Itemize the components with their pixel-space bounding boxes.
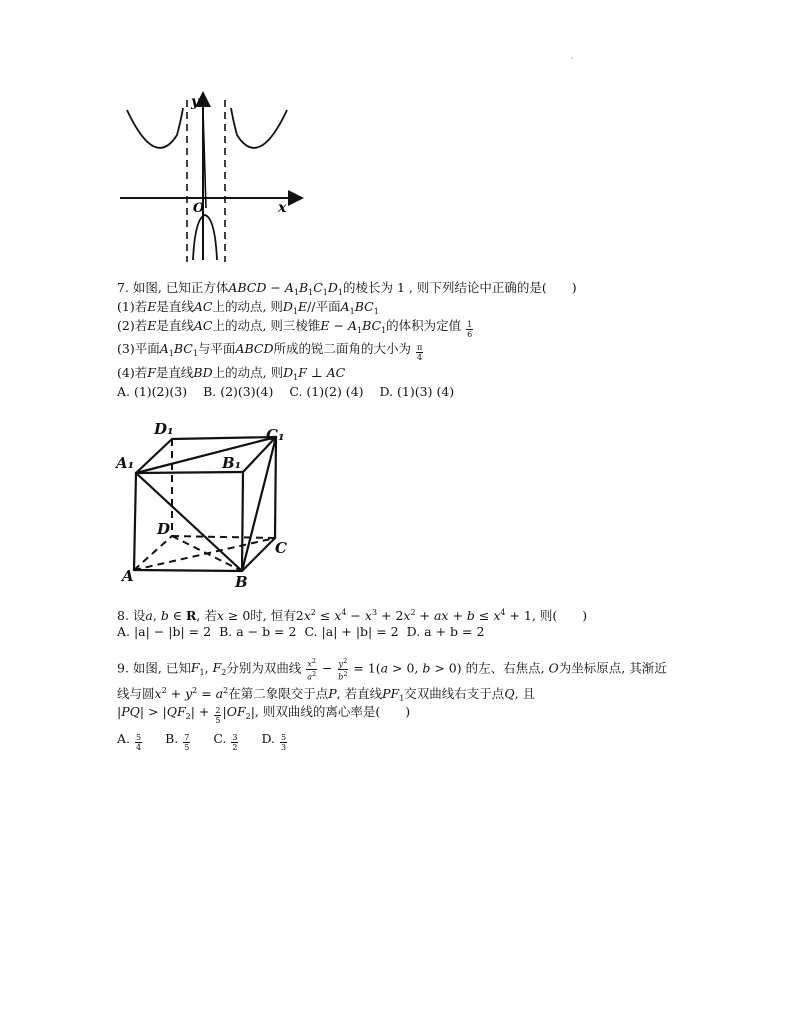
curve-left-branch xyxy=(127,108,183,148)
q9-line-3: $|PQ| > |QF_2|$ + $\frac{2}{5}$ $|OF_2|$, 则双曲线的离心率是( ) xyxy=(117,704,411,725)
label-D: D xyxy=(157,520,171,538)
q8-stem: 8. 设a, b ∈ R, 若x ≥ 0时, 恒有$2x^2 \le x^4 - x^3 + 2x^2$ + ax + $b \le x^4 + 1$, 则( ) xyxy=(117,608,588,623)
q8-option-d[interactable]: D. a + b = 2 xyxy=(406,624,485,639)
q7-item-4: (4)若F是直线BD上的动点, 则$D_1F$ ⊥ AC xyxy=(117,365,346,382)
label-C1: C₁ xyxy=(266,426,285,444)
corner-mark: · xyxy=(571,54,574,63)
edge-D1-C1 xyxy=(172,437,276,439)
curve-right-branch xyxy=(231,108,287,148)
hidden-edge-A-D xyxy=(134,536,172,570)
q9-option-a[interactable]: A. $\frac{5}{4}$ xyxy=(117,731,142,752)
q9-line-2: 线与圆$x^2 + y^2 = a^2$在第二象限交于点P, 若直线$PF_1$交双曲线右支于点Q, 且 xyxy=(117,686,536,703)
q7-options xyxy=(117,383,470,401)
origin-label: O xyxy=(193,201,205,216)
edge-A-B xyxy=(134,570,242,571)
q7-option-d[interactable]: D. (1)(3) (4) xyxy=(379,384,455,399)
q7-option-b[interactable]: B. (2)(3)(4) xyxy=(203,384,274,399)
label-C: C xyxy=(275,539,287,557)
q9-options xyxy=(117,730,288,752)
q9-option-d[interactable]: D. $\frac{5}{3}$ xyxy=(261,731,287,752)
q8-option-c[interactable]: C. |a| + |b| = 2 xyxy=(304,624,399,639)
q9-option-c[interactable]: C. $\frac{3}{2}$ xyxy=(213,731,238,752)
q7-option-a[interactable]: A. (1)(2)(3) xyxy=(117,384,188,399)
q7-item-1: (1)若E是直线AC上的动点, 则$D_1E//$平面$A_1BC_1$ xyxy=(117,299,379,316)
label-A: A xyxy=(122,567,134,585)
label-B: B xyxy=(235,573,248,590)
q8-option-b[interactable]: B. a − b = 2 xyxy=(219,624,297,639)
label-D1: D₁ xyxy=(154,420,174,438)
q9-option-b[interactable]: B. $\frac{7}{5}$ xyxy=(165,731,190,752)
diag-C1-B xyxy=(242,437,276,571)
q7-stem: 7. 如图, 已知正方体ABCD − $A_1B_1C_1D_1$的棱长为 1 , 则下列结论中正确的是( ) xyxy=(117,280,577,297)
curve-middle-branch xyxy=(193,215,217,260)
label-A1: A₁ xyxy=(116,454,135,472)
edge-C1-C xyxy=(275,437,276,538)
q8-options xyxy=(117,623,500,641)
q8-option-a[interactable]: A. |a| − |b| = 2 xyxy=(117,624,212,639)
q7-item-3: (3)平面$A_1BC_1$与平面ABCD所成的锐二面角的大小为 $\frac{\pi}{4}$ xyxy=(117,341,423,362)
diag-A1-B xyxy=(136,473,242,571)
y-axis-label: y xyxy=(191,94,200,110)
function-graph-figure xyxy=(115,90,305,265)
diag-A1-C1 xyxy=(136,437,276,473)
x-axis-label: x xyxy=(278,200,287,216)
edge-A1-A xyxy=(134,473,136,570)
q7-item-2: (2)若E是直线AC上的动点, 则三棱锥$E - A_1BC_1$的体积为定值 $\frac{1}{6}$ xyxy=(117,318,473,339)
cube-figure xyxy=(112,418,302,590)
q9-line-1: 9. 如图, 已知$F_1$, $F_2$分别为双曲线 $\frac{x^2}{a^2}$ − $\frac{y^2}{b^2}$ = 1(a > 0, b > 0) 的左、右焦点, O为坐标原点, 其渐近 xyxy=(117,657,667,682)
edge-A1-B1 xyxy=(136,472,243,473)
edge-B1-B xyxy=(242,472,243,571)
hidden-edge-D-C xyxy=(172,536,275,538)
hidden-diag-A-C xyxy=(134,538,275,570)
q7-option-c[interactable]: C. (1)(2) (4) xyxy=(289,384,364,399)
label-B1: B₁ xyxy=(222,454,242,472)
